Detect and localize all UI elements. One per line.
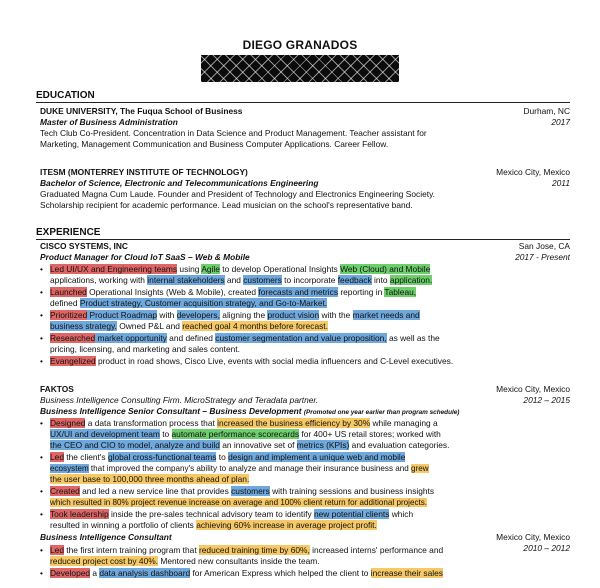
education-detail: Marketing, Management Communication and Business Computer Applications. Career Fellow. bbox=[40, 139, 389, 149]
education-degree: Master of Business Administration bbox=[40, 117, 178, 127]
job-role: Business Intelligence Consultant bbox=[40, 532, 172, 542]
job-location: San Jose, CA bbox=[518, 241, 570, 251]
bullet-icon: • bbox=[40, 418, 43, 428]
job-location: Mexico City, Mexico bbox=[496, 384, 570, 394]
company-description: Business Intelligence Consulting Firm. MicroStrategy and Teradata partner. bbox=[40, 395, 319, 405]
education-detail: Tech Club Co-President. Concentration in Data Science and Product Management. Teacher assistant for bbox=[40, 128, 427, 138]
bullet-text: Led the first intern training program that reduced training time by 60%, increased interns' performance and bbox=[50, 545, 444, 555]
candidate-name: DIEGO GRANADOS bbox=[242, 38, 358, 52]
education-school: ITESM (MONTERREY INSTITUTE OF TECHNOLOGY) bbox=[40, 167, 248, 177]
bullet-icon: • bbox=[40, 264, 43, 274]
bullet-icon: • bbox=[40, 486, 43, 496]
bullet-text: which resulted in 80% project revenue increase on average and 100% client return for additional projects. bbox=[50, 498, 428, 507]
bullet-text: applications, working with internal stakeholders and customers to incorporate feedback into application. bbox=[50, 275, 433, 285]
bullet-text: resulted in winning a portfolio of clients achieving 60% increase in average project profit. bbox=[50, 520, 377, 530]
job-role: Product Manager for Cloud IoT SaaS – Web & Mobile bbox=[40, 252, 250, 262]
education-location: Durham, NC bbox=[523, 106, 570, 116]
education-detail: Graduated Magna Cum Laude. Founder and President of Technology and Electronics Engineering Society. bbox=[40, 189, 435, 199]
job-dates: 2010 – 2012 bbox=[523, 543, 570, 553]
bullet-text: Prioritized Product Roadmap with developers, aligning the product vision with the market needs and bbox=[50, 310, 420, 320]
education-degree: Bachelor of Science, Electronic and Telecommunications Engineering bbox=[40, 178, 319, 188]
bullet-text: Designed a data transformation process that increased the business efficiency by 30% while managing a bbox=[50, 418, 438, 428]
bullet-text: Developed a data analysis dashboard for American Express which helped the client to increase their sales bbox=[50, 568, 443, 578]
section-heading-experience: EXPERIENCE bbox=[36, 227, 570, 240]
bullet-text: Created and led a new service line that provides customers with training sessions and business insights bbox=[50, 486, 435, 496]
bullet-icon: • bbox=[40, 356, 43, 366]
section-heading-education: EDUCATION bbox=[36, 90, 570, 103]
bullet-text: Launched Operational Insights (Web & Mobile), created forecasts and metrics reporting in Tableau, bbox=[50, 287, 417, 297]
bullet-text: Evangelized product in road shows, Cisco Live, events with social media influencers and C-Level executives. bbox=[50, 356, 454, 366]
bullet-icon: • bbox=[40, 333, 43, 343]
redacted-contact-block bbox=[201, 55, 399, 82]
education-year: 2011 bbox=[551, 178, 570, 188]
job-location: Mexico City, Mexico bbox=[496, 532, 570, 542]
bullet-icon: • bbox=[40, 310, 43, 320]
job-role: Business Intelligence Senior Consultant – Business Development (Promoted one year earlier than program schedule) bbox=[40, 406, 460, 416]
education-year: 2017 bbox=[551, 117, 570, 127]
education-school: DUKE UNIVERSITY, The Fuqua School of Business bbox=[40, 106, 243, 116]
job-dates: 2012 – 2015 bbox=[523, 395, 570, 405]
job-company: CISCO SYSTEMS, INC bbox=[40, 241, 128, 251]
bullet-text: Led UI/UX and Engineering teams using Agile to develop Operational Insights Web (Cloud) and Mobile bbox=[50, 264, 431, 274]
bullet-text: UX/UI and development team to automate performance scorecards for 400+ US retail stores; worked with bbox=[50, 429, 441, 439]
bullet-icon: • bbox=[40, 509, 43, 519]
promotion-note: (Promoted one year earlier than program schedule) bbox=[303, 409, 460, 416]
bullet-text: Led the client's global cross-functional teams to design and implement a unique web and mobile bbox=[50, 452, 406, 462]
bullet-icon: • bbox=[40, 287, 43, 297]
job-company: FAKTOS bbox=[40, 384, 74, 394]
bullet-text: reduced project cost by 40%. Mentored new consultants inside the team. bbox=[50, 556, 320, 566]
education-location: Mexico City, Mexico bbox=[496, 167, 570, 177]
bullet-text: pricing, licensing, and marketing and sales content. bbox=[50, 344, 240, 354]
bullet-text: defined Product strategy, Customer acquisition strategy, and Go-to-Market. bbox=[50, 298, 328, 308]
bullet-icon: • bbox=[40, 452, 43, 462]
bullet-text: the user base to 100,000 three months ahead of plan. bbox=[50, 474, 250, 484]
bullet-icon: • bbox=[40, 568, 43, 578]
bullet-text: Researched market opportunity and defined customer segmentation and value proposition, as well as the bbox=[50, 333, 440, 343]
job-dates: 2017 - Present bbox=[515, 252, 570, 262]
bullet-icon: • bbox=[40, 545, 43, 555]
bullet-text: Took leadership inside the pre-sales technical advisory team to identify new potential clients which bbox=[50, 509, 414, 519]
bullet-text: the CEO and CIO to model, analyze and build an innovative set of metrics (KPIs) and evaluation categories. bbox=[50, 440, 450, 450]
bullet-text: business strategy. Owned P&L and reached goal 4 months before forecast. bbox=[50, 321, 328, 331]
education-detail: Scholarship recipient for academic performance. Lead musician on the school's representative band. bbox=[40, 200, 413, 210]
bullet-text: ecosystem that improved the company's ability to analyze and manage their insurance business and grew bbox=[50, 464, 429, 473]
